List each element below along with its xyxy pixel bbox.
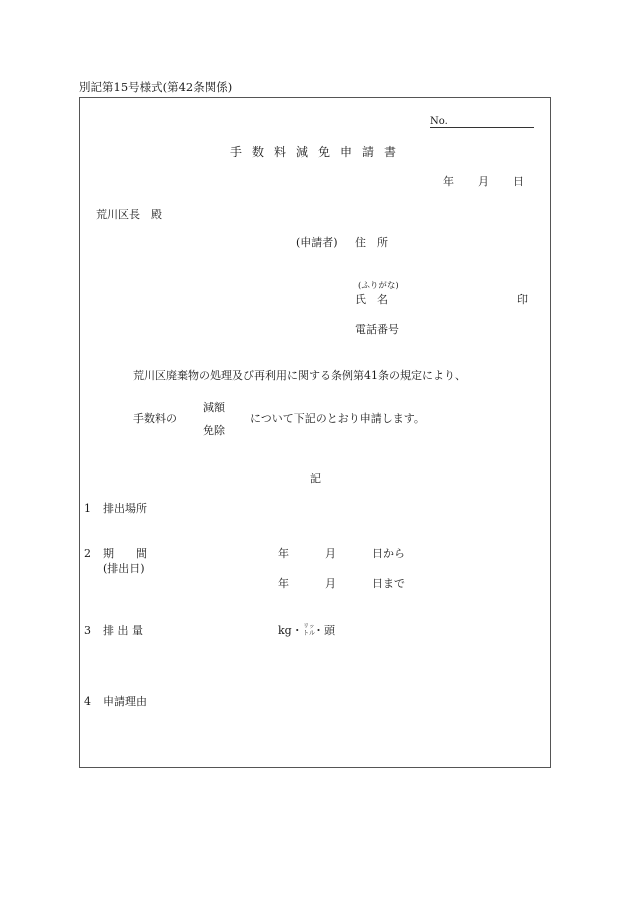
- item-3-label: 排 出 量: [103, 624, 143, 637]
- address-label: 住 所: [355, 236, 388, 249]
- form-title: 手数料減免申請書: [230, 145, 407, 159]
- item-2-sublabel: (排出日): [103, 562, 145, 575]
- ki-heading: 記: [310, 472, 321, 485]
- item-4-number: 4: [84, 695, 91, 708]
- item-3-number: 3: [84, 624, 91, 637]
- applicant-role-label: (申請者): [296, 236, 338, 249]
- unit-head: ・頭: [313, 624, 335, 637]
- request-sentence: 荒川区廃棄物の処理及び再利用に関する条例第41条の規定により、: [133, 369, 466, 382]
- phone-label: 電話番号: [355, 323, 399, 336]
- period-to-day: 日まで: [372, 577, 405, 590]
- name-label: 氏 名: [355, 293, 388, 306]
- item-1-number: 1: [84, 502, 91, 515]
- item-1-label: 排出場所: [103, 502, 147, 515]
- period-to-month: 月: [325, 577, 336, 590]
- seal-mark: 印: [517, 293, 528, 306]
- form-frame: [79, 97, 551, 768]
- date-day-label: 日: [513, 175, 524, 188]
- period-from-year: 年: [278, 547, 289, 560]
- period-to-year: 年: [278, 577, 289, 590]
- furigana-label: (ふりがな): [358, 281, 399, 291]
- addressee: 荒川区長 殿: [96, 208, 162, 221]
- option-reduce[interactable]: 減額: [203, 401, 225, 414]
- item-2-number: 2: [84, 547, 91, 560]
- unit-liter-bottom: トル: [303, 630, 316, 637]
- fee-label: 手数料の: [133, 412, 177, 425]
- period-from-month: 月: [325, 547, 336, 560]
- number-field-line[interactable]: [430, 127, 534, 128]
- date-month-label: 月: [478, 175, 489, 188]
- form-caption: 別記第15号様式(第42条関係): [79, 80, 233, 94]
- number-label: No.: [430, 116, 448, 127]
- date-year-label: 年: [443, 175, 454, 188]
- unit-kg: kg・: [278, 624, 303, 637]
- option-exempt[interactable]: 免除: [203, 424, 225, 437]
- unit-liter-top: リッ: [303, 623, 315, 630]
- request-suffix: について下記のとおり申請します。: [250, 412, 425, 425]
- item-2-label: 期 間: [103, 547, 147, 560]
- item-4-label: 申請理由: [103, 695, 147, 708]
- period-from-day: 日から: [372, 547, 405, 560]
